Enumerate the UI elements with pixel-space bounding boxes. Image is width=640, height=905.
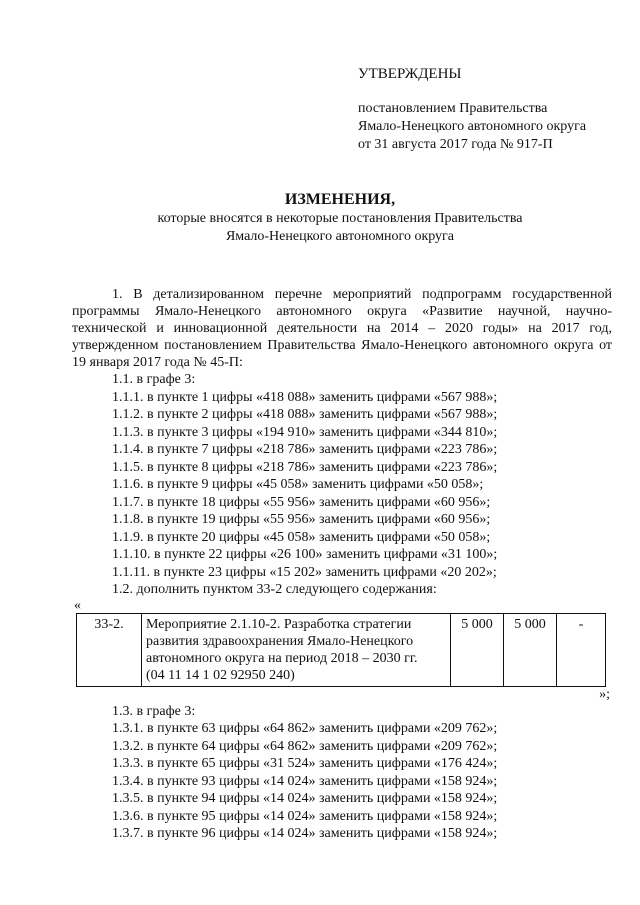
approval-line-3: от 31 августа 2017 года № 917-П [358,137,553,152]
approval-title: УТВЕРЖДЕНЫ [358,66,462,82]
list-item: 1.3.1. в пункте 63 цифры «64 862» заменить цифрами «209 762»; [112,721,498,736]
document-body [72,286,612,843]
list-item: 1.1.9. в пункте 20 цифры «45 058» заменить цифрами «50 058»; [112,529,491,545]
description-line: автономного округа на период 2018 – 2030 гг. [146,650,418,666]
inserted-table [76,613,606,687]
list-item: 1.1. в графе 3: [112,372,196,387]
list-item: 1.1.1. в пункте 1 цифры «418 088» заменить цифрами «567 988»; [112,389,498,405]
quote-open: « [74,597,81,613]
table-cell-description [142,613,451,686]
list-item: 1.1.10. в пункте 22 цифры «26 100» заменить цифрами «31 100»; [112,547,498,562]
heading-title: ИЗМЕНЕНИЯ, [284,191,396,208]
table-cell-value-3: - [557,613,606,686]
list-item: 1.3.7. в пункте 96 цифры «14 024» заменить цифрами «158 924»; [112,826,498,841]
description-line: (04 11 14 1 02 92950 240) [146,667,295,683]
table-row [77,613,606,686]
document-heading [60,190,620,246]
heading-subtitle-2: Ямало-Ненецкого автономного округа [225,229,455,244]
list-item: 1.1.7. в пункте 18 цифры «55 956» заменить цифрами «60 956»; [112,494,491,510]
quote-close: »; [599,686,610,702]
list-item: 1.3. в графе 3: [112,703,196,719]
items-list-a [72,371,612,599]
table-cell-number: 33-2. [77,613,142,686]
paragraph-1: 1. В детализированном перечне мероприятий подпрограмм государственной программы Ямало-Ненецкого автономного округа «Развитие научной, научно-технической и инновационной деятельности на 2014 – 2020 годы» на 2017 год, утвержденном постановлением Правительства Ямало-Ненецкого автономного округа от 19 января 2017 года № 45-П: [72,287,612,370]
heading-subtitle-1: которые вносятся в некоторые постановления Правительства [157,211,523,226]
list-item: 1.3.5. в пункте 94 цифры «14 024» заменить цифрами «158 924»; [112,791,498,806]
list-item: 1.3.6. в пункте 95 цифры «14 024» заменить цифрами «158 924»; [112,808,498,824]
list-item: 1.1.2. в пункте 2 цифры «418 088» заменить цифрами «567 988»; [112,407,498,422]
approval-block [358,64,628,154]
list-item: 1.3.3. в пункте 65 цифры «31 524» заменить цифрами «176 424»; [112,756,498,771]
list-item: 1.1.4. в пункте 7 цифры «218 786» заменить цифрами «223 786»; [112,442,498,457]
list-item: 1.3.2. в пункте 64 цифры «64 862» заменить цифрами «209 762»; [112,738,498,754]
list-item: 1.3.4. в пункте 93 цифры «14 024» заменить цифрами «158 924»; [112,773,498,789]
list-item: 1.1.8. в пункте 19 цифры «55 956» заменить цифрами «60 956»; [112,512,491,527]
table-cell-value-2: 5 000 [504,613,557,686]
items-list-b [72,703,612,843]
list-item: 1.1.11. в пункте 23 цифры «15 202» заменить цифрами «20 202»; [112,564,497,580]
description-line: Мероприятие 2.1.10-2. Разработка стратегии [146,616,412,632]
approval-line-1: постановлением Правительства [358,101,548,116]
list-item: 1.1.5. в пункте 8 цифры «218 786» заменить цифрами «223 786»; [112,459,498,475]
list-item: 1.1.3. в пункте 3 цифры «194 910» заменить цифрами «344 810»; [112,424,498,440]
approval-line-2: Ямало-Ненецкого автономного округа [358,119,587,134]
list-item: 1.1.6. в пункте 9 цифры «45 058» заменить цифрами «50 058»; [112,477,484,492]
table-cell-value-1: 5 000 [451,613,504,686]
description-line: развития здравоохранения Ямало-Ненецкого [146,633,414,649]
list-item: 1.2. дополнить пунктом 33-2 следующего содержания: [112,582,437,597]
